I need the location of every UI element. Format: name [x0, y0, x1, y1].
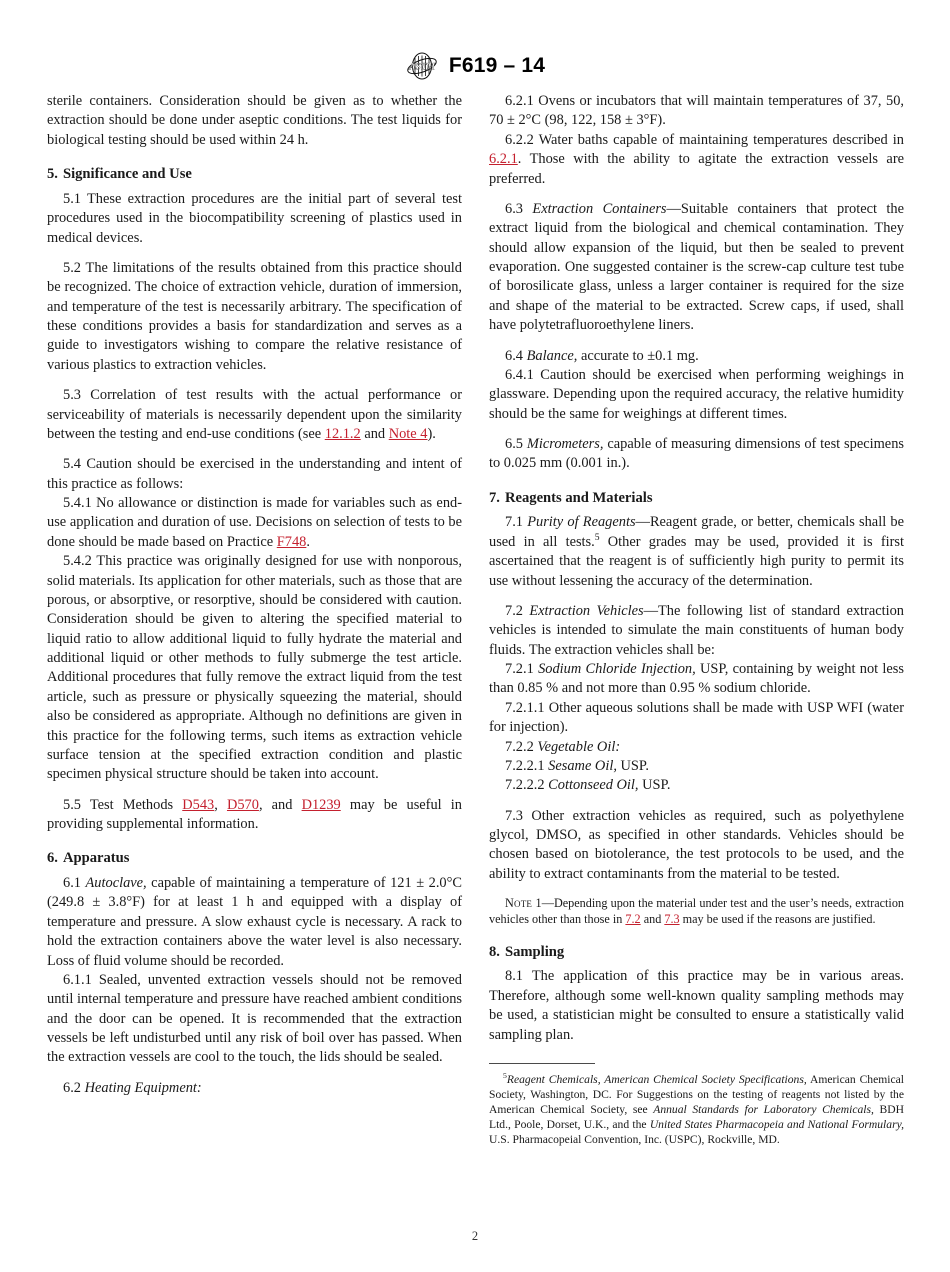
- astm-logo-icon: [405, 50, 441, 82]
- p63-term: Extraction Containers: [532, 200, 667, 217]
- paragraph-7-2-2: [489, 738, 904, 757]
- footnote-text-1: American Chemical Society, Washington, DC. For Suggestions on the testing of reagents not listed by the American Chemical Society, see: [489, 1072, 904, 1116]
- note-1: [489, 896, 904, 928]
- note1-text-c: may be used if the reasons are justified.: [679, 911, 876, 926]
- footnote-title-2: Annual Standards for Laboratory Chemicals,: [653, 1102, 874, 1116]
- document-designation: F619 – 14: [448, 54, 546, 77]
- p65-term: Micrometers,: [526, 436, 604, 452]
- p72-number: 7.2: [505, 602, 530, 619]
- p7221-text: USP.: [616, 757, 649, 774]
- p622-text-b: . Those with the ability to agitate the extraction vessels are preferred.: [489, 151, 904, 187]
- footnote-title-1: Reagent Chemicals, American Chemical Society Specifications,: [506, 1072, 807, 1086]
- footnote-separator-rule: [489, 1063, 595, 1064]
- page-header: [0, 48, 950, 84]
- p61-term: Autoclave,: [85, 875, 147, 891]
- link-7-2[interactable]: 7.2: [625, 911, 641, 926]
- section-number: 7.: [489, 489, 500, 506]
- p7222-text: USP.: [638, 777, 671, 794]
- paragraph-5-4-2: 5.4.2 This practice was originally designed for use with nonporous, solid materials. Its application for other materials, such as those that are porous, or absorptive, or resorptive, should be considered with caution. Consideration should be given to altering the specified material to liquid ratio to allow additional liquid to fully hydrate the material and additional liquid or other methods to fully submerge the test article. Additional procedures that fully remove the extract liquid from the test article, such as pressure or physically squeezing the material, should also be considered as appropriate. Although no definitions are given in this practice for the following terms, such items as extraction vehicle surface tension at the specified extraction condition and plastic specimen physical structure should be taken into account.: [47, 553, 462, 783]
- paragraph-5-4: 5.4 Caution should be exercised in the understanding and intent of this practice as follows:: [47, 456, 462, 492]
- note-label: Note 1: [505, 896, 542, 911]
- link-d570[interactable]: D570: [226, 796, 259, 813]
- paragraph-7-2-2-2: [489, 776, 904, 795]
- p71-term: Purity of Reagents: [527, 514, 636, 531]
- svg-text:ASTM: ASTM: [408, 62, 435, 73]
- p71-text-a: —Reagent grade, or better, chemicals shall be used in all tests.: [489, 514, 904, 550]
- section-title: Sampling: [504, 943, 565, 960]
- page-number: 2: [471, 1229, 479, 1243]
- p55-text-c: , and: [258, 796, 302, 813]
- paragraph-7-2-1: [489, 660, 904, 699]
- p61-text: capable of maintaining a temperature of 121 ± 2.0°C (249.8 ± 3.8°F) for at least 1 h and equipped with a display of temperature and pressure. A slow exhaust cycle is necessary. A rack to hold the extraction containers above the water level is also necessary. Loss of fluid volume should be recorded.: [47, 875, 462, 969]
- section-heading-8: [489, 943, 904, 963]
- p62-term: Heating Equipment:: [84, 1079, 202, 1096]
- p64-term: Balance,: [526, 347, 578, 364]
- section-title: Significance and Use: [62, 166, 192, 183]
- p722-number: 7.2.2: [505, 738, 538, 755]
- paragraph-5-4-1: [47, 494, 462, 552]
- paragraph-6-2-2: [489, 131, 904, 189]
- section-number: 8.: [489, 943, 500, 960]
- paragraph-6-5: [489, 435, 904, 474]
- paragraph-6-3: [489, 200, 904, 336]
- p65-text: capable of measuring dimensions of test specimens to 0.025 mm (0.001 in.).: [489, 436, 904, 472]
- section-number: 5.: [47, 166, 58, 183]
- paragraph-6-4-1: 6.4.1 Caution should be exercised when performing weighings in glassware. Depending upon the required accuracy, the relative humidity should be the same for weighings at different times.: [489, 366, 904, 422]
- paragraph-6-4: [489, 347, 904, 366]
- paragraph-5-1: 5.1 These extraction procedures are the initial part of several test procedures used in the biocompatibility screening of plastics used in medical devices.: [47, 190, 462, 246]
- paragraph-5-2: 5.2 The limitations of the results obtained from this practice should be recognized. The choice of extraction vehicle, duration of immersion, and temperature of the test is necessarily arbitrary. The specification of these conditions provides a basis for standardization and serves as a guide to investigators wishing to compare the relative resistance of various plastics to extraction vehicles.: [47, 259, 462, 373]
- footnote-number: 5: [503, 1071, 507, 1081]
- link-12-1-2[interactable]: 12.1.2: [324, 425, 361, 442]
- p55-text-a: 5.5 Test Methods: [63, 796, 183, 813]
- p63-number: 6.3: [505, 200, 533, 217]
- p7222-number: 7.2.2.2: [505, 777, 549, 794]
- p53-text-a: 5.3 Correlation of test results with the actual performance or serviceability of materials is necessarily dependent upon the similarity between the testing and end-use conditions (see: [47, 387, 462, 442]
- link-d1239[interactable]: D1239: [301, 796, 341, 813]
- paragraph-7-1: [489, 513, 904, 591]
- p72-text: —The following list of standard extraction vehicles is intended to simulate the main constituents of human body fluids. The extraction vehicles shall be:: [489, 602, 904, 658]
- two-column-body: [47, 92, 905, 1148]
- paragraph-8-1: 8.1 The application of this practice may be in various areas. Therefore, although some well-known quality sampling methods may be used, a statistician might be consulted to ensure a statistically valid sampling plan.: [489, 968, 904, 1043]
- p622-text-a: 6.2.2 Water baths capable of maintaining temperatures described in: [505, 131, 904, 148]
- p721-term: Sodium Chloride Injection,: [538, 661, 696, 677]
- paragraph-intro: sterile containers. Consideration should be given as to whether the extraction should be done under aseptic conditions. The test liquids for biological testing should be used within 24 h.: [47, 93, 462, 148]
- footnote-text-3: U.S. Pharmacopeial Convention, Inc. (USPC), Rockville, MD.: [489, 1132, 780, 1146]
- note1-text-b: and: [640, 911, 665, 926]
- paragraph-7-2-2-1: [489, 757, 904, 776]
- paragraph-6-2: [47, 1079, 462, 1098]
- paragraph-6-2-1: 6.2.1 Ovens or incubators that will maintain temperatures of 37, 50, 70 ± 2°C (98, 122, 158 ± 3°F).: [489, 93, 904, 129]
- p71-number: 7.1: [505, 514, 528, 531]
- p7222-term: Cottonseed Oil,: [548, 777, 639, 794]
- p541-text-a: 5.4.1 No allowance or distinction is made for variables such as end-use application and duration of use. Decisions on selection of tests to be done should be made based on Practice: [47, 495, 462, 550]
- footnote-marker-5[interactable]: 5: [594, 531, 600, 543]
- link-d543[interactable]: D543: [182, 796, 215, 813]
- right-column: [489, 92, 904, 1148]
- section-heading-6: [47, 849, 462, 869]
- p72-term: Extraction Vehicles: [529, 602, 644, 619]
- p53-text-c: ).: [427, 425, 436, 442]
- p64-text: accurate to ±0.1 mg.: [577, 347, 699, 364]
- section-number: 6.: [47, 850, 58, 867]
- link-f748[interactable]: F748: [276, 533, 307, 550]
- p721-number: 7.2.1: [505, 661, 539, 677]
- section-heading-5: [47, 165, 462, 185]
- p7221-term: Sesame Oil,: [548, 757, 617, 774]
- link-note-4[interactable]: Note 4: [388, 425, 428, 442]
- paragraph-6-1: [47, 874, 462, 971]
- paragraph-7-3: 7.3 Other extraction vehicles as required, such as polyethylene glycol, DMSO, as specified in other standards. Vehicles should be chosen based on biotolerance, the test protocols to be used, and the ability to extract contaminants from the material to be tested.: [489, 807, 904, 882]
- p61-number: 6.1: [63, 875, 86, 891]
- section-title: Apparatus: [62, 850, 130, 867]
- p55-text-b: ,: [214, 796, 227, 813]
- note1-text-a: —Depending upon the material under test and the user’s needs, extraction vehicles other than those in: [489, 896, 905, 926]
- footnote-5: [489, 1073, 904, 1148]
- footnote-title-3: United States Pharmacopeia and National Formulary,: [649, 1117, 904, 1131]
- section-heading-7: [489, 489, 904, 509]
- p62-number: 6.2: [63, 1079, 85, 1096]
- link-6-2-1[interactable]: 6.2.1: [489, 151, 518, 168]
- p7221-number: 7.2.2.1: [505, 757, 549, 774]
- p541-text-b: .: [306, 533, 310, 550]
- p71-text-b: Other grades may be used, provided it is first ascertained that the reagent is of sufficiently high purity to permit its use without lessening the accuracy of the determination.: [489, 533, 905, 589]
- paragraph-7-2: [489, 602, 904, 660]
- link-7-3[interactable]: 7.3: [664, 911, 680, 926]
- footnote-text-2: BDH Ltd., Poole, Dorset, U.K., and the: [489, 1102, 904, 1131]
- p63-text: —Suitable containers that protect the extract liquid from the biological and chemical contamination. They should allow expansion of the liquid, but then be sealed to prevent evaporation. One suggested container is the screw-cap culture test tube of borosilicate glass, unless a larger container is required for the size and shape of the material to be extracted. Screw caps, if used, shall have polytetrafluoroethylene liners.: [489, 200, 904, 334]
- paragraph-6-1-1: 6.1.1 Sealed, unvented extraction vessels should not be removed until internal temperature and pressure have reached ambient conditions and the door can be opened. It is recommended that the extraction vessels be left undisturbed until any risk of boil over has passed. When the extraction vessels are cool to the touch, the lids should be sealed.: [47, 971, 462, 1066]
- p55-text-d: may be useful in providing supplemental information.: [47, 796, 462, 832]
- p722-term: Vegetable Oil:: [537, 738, 621, 755]
- paragraph-7-2-1-1: 7.2.1.1 Other aqueous solutions shall be made with USP WFI (water for injection).: [489, 699, 904, 736]
- paragraph-5-3: [47, 386, 462, 444]
- p53-text-b: and: [360, 425, 389, 442]
- p721-text: USP, containing by weight not less than 0.85 % and not more than 0.95 % sodium chloride.: [489, 661, 905, 697]
- p64-number: 6.4: [505, 347, 527, 364]
- paragraph-5-5: [47, 796, 462, 835]
- left-column: [47, 92, 462, 1148]
- p65-number: 6.5: [505, 436, 527, 452]
- section-title: Reagents and Materials: [504, 489, 653, 506]
